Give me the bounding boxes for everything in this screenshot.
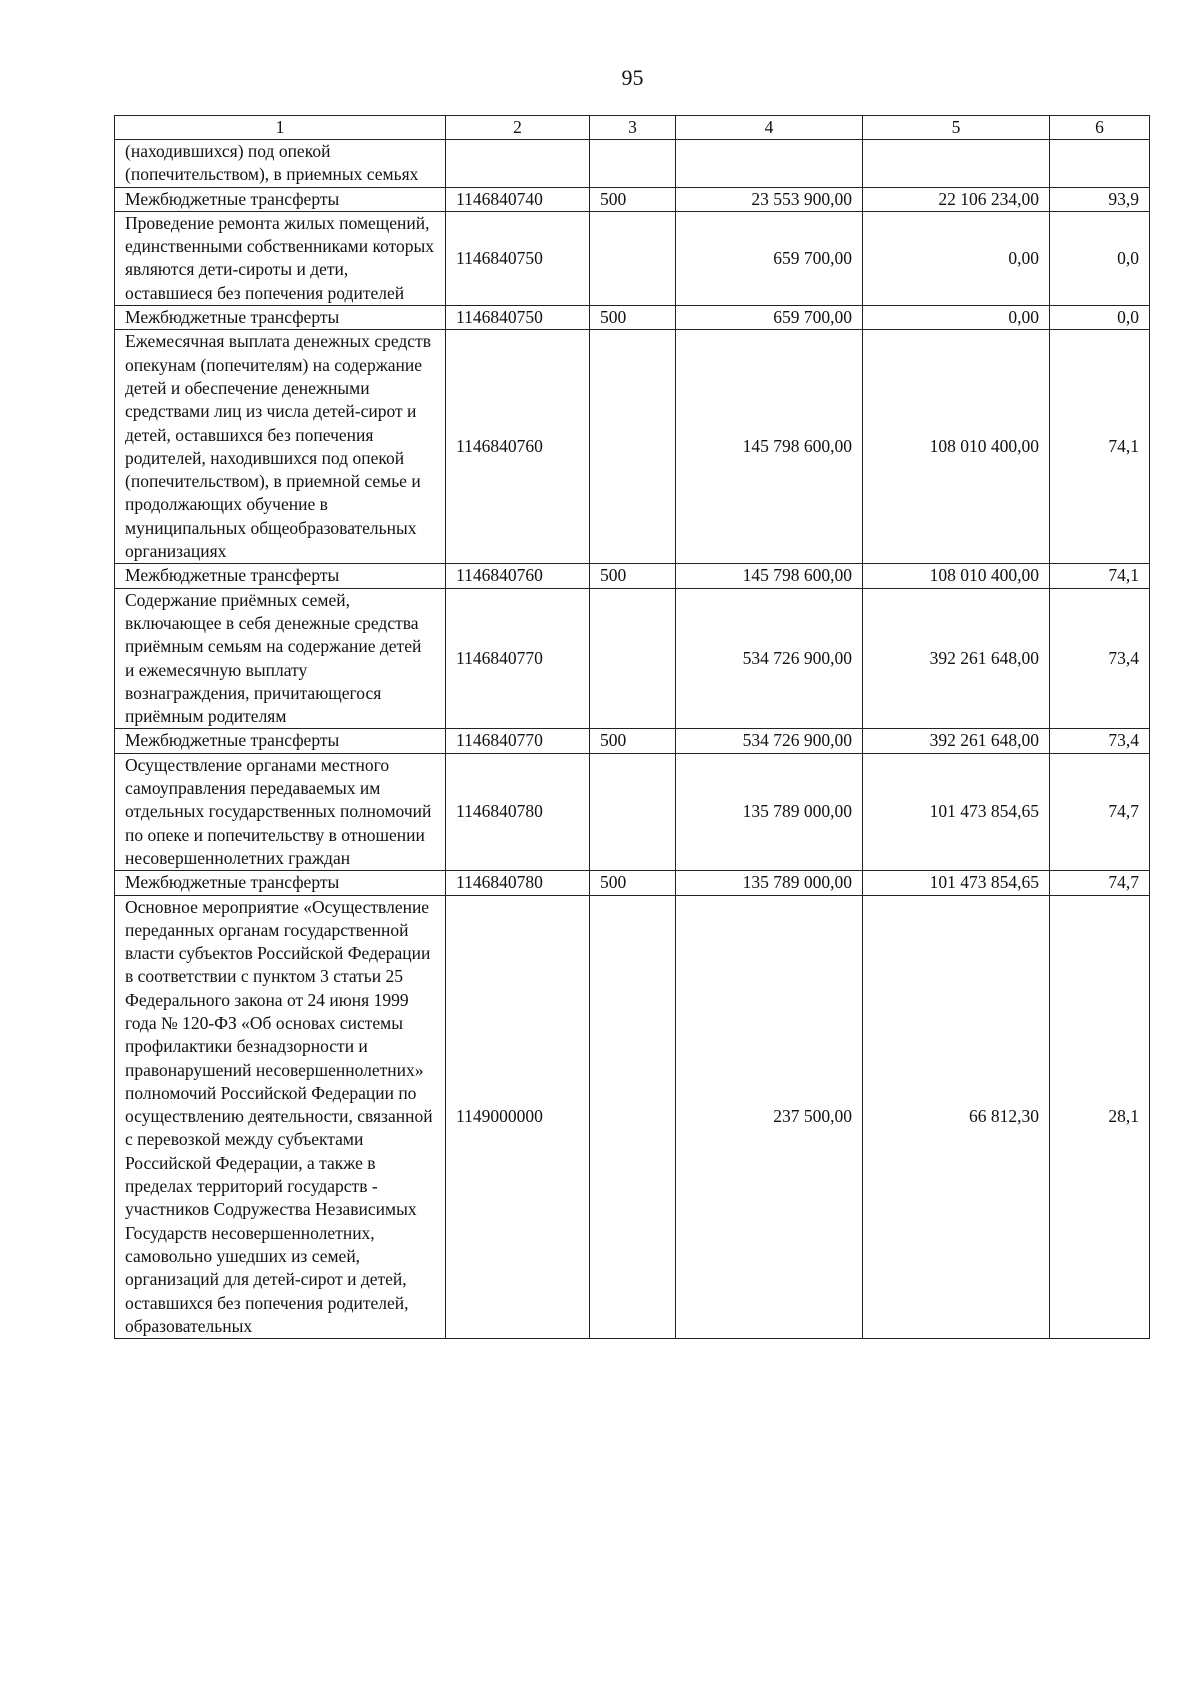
target-code-cell [446, 140, 590, 188]
actual-amount-cell [863, 140, 1050, 188]
execution-percent-cell: 74,7 [1050, 871, 1150, 895]
planned-amount-cell: 135 789 000,00 [676, 753, 863, 870]
target-code-cell: 1146840750 [446, 211, 590, 305]
table-row [115, 588, 1150, 729]
target-code-cell: 1146840760 [446, 564, 590, 588]
actual-amount-cell: 108 010 400,00 [863, 330, 1050, 564]
row-name-cell: Межбюджетные трансферты [115, 871, 446, 895]
table-row [115, 753, 1150, 870]
row-name-cell: Межбюджетные трансферты [115, 306, 446, 330]
row-name-cell: Проведение ремонта жилых помещений, единственными собственниками которых являются дети-сироты и дети, оставшиеся без попечения родителей [115, 211, 446, 305]
row-name-cell: (находившихся) под опекой (попечительством), в приемных семьях [115, 140, 446, 188]
table-row [115, 140, 1150, 188]
actual-amount-cell: 66 812,30 [863, 895, 1050, 1339]
execution-percent-cell: 74,1 [1050, 330, 1150, 564]
target-code-cell: 1146840770 [446, 729, 590, 753]
execution-percent-cell [1050, 140, 1150, 188]
planned-amount-cell: 534 726 900,00 [676, 729, 863, 753]
target-code-cell: 1146840780 [446, 753, 590, 870]
expense-type-cell: 500 [590, 306, 676, 330]
expense-type-cell: 500 [590, 729, 676, 753]
target-code-cell: 1146840780 [446, 871, 590, 895]
table-row [115, 330, 1150, 564]
planned-amount-cell: 23 553 900,00 [676, 187, 863, 211]
column-header: 2 [446, 116, 590, 140]
column-header: 5 [863, 116, 1050, 140]
target-code-cell: 1146840750 [446, 306, 590, 330]
table-row [115, 871, 1150, 895]
row-name-cell: Осуществление органами местного самоуправления передаваемых им отдельных государственных полномочий по опеке и попечительству в отношении несовершеннолетних граждан [115, 753, 446, 870]
expense-type-cell: 500 [590, 871, 676, 895]
actual-amount-cell: 22 106 234,00 [863, 187, 1050, 211]
planned-amount-cell: 534 726 900,00 [676, 588, 863, 729]
planned-amount-cell: 659 700,00 [676, 211, 863, 305]
planned-amount-cell: 659 700,00 [676, 306, 863, 330]
row-name-cell: Содержание приёмных семей, включающее в себя денежные средства приёмным семьям на содержание детей и ежемесячную выплату вознаграждения, причитающегося приёмным родителям [115, 588, 446, 729]
actual-amount-cell: 101 473 854,65 [863, 753, 1050, 870]
row-name-cell: Межбюджетные трансферты [115, 564, 446, 588]
table-row [115, 564, 1150, 588]
table-row [115, 187, 1150, 211]
expense-type-cell [590, 588, 676, 729]
table-row [115, 306, 1150, 330]
budget-table [114, 115, 1150, 1339]
row-name-cell: Межбюджетные трансферты [115, 187, 446, 211]
actual-amount-cell: 392 261 648,00 [863, 729, 1050, 753]
column-header: 4 [676, 116, 863, 140]
execution-percent-cell: 93,9 [1050, 187, 1150, 211]
row-name-cell: Основное мероприятие «Осуществление переданных органам государственной власти субъектов Российской Федерации в соответствии с пунктом 3 статьи 25 Федерального закона от 24 июня 1999 года № 120-ФЗ «Об основах системы профилактики безнадзорности и правонарушений несовершеннолетних» полномочий Российской Федерации по осуществлению деятельности, связанной с перевозкой между субъектами Российской Федерации, а также в пределах территорий государств - участников Содружества Независимых Государств несовершеннолетних, самовольно ушедших из семей, организаций для детей-сирот и детей, оставшихся без попечения родителей, образовательных [115, 895, 446, 1339]
expense-type-cell [590, 753, 676, 870]
target-code-cell: 1149000000 [446, 895, 590, 1339]
execution-percent-cell: 73,4 [1050, 729, 1150, 753]
actual-amount-cell: 101 473 854,65 [863, 871, 1050, 895]
execution-percent-cell: 0,0 [1050, 306, 1150, 330]
expense-type-cell [590, 140, 676, 188]
table-row [115, 729, 1150, 753]
planned-amount-cell: 135 789 000,00 [676, 871, 863, 895]
column-header: 3 [590, 116, 676, 140]
actual-amount-cell: 0,00 [863, 211, 1050, 305]
execution-percent-cell: 74,1 [1050, 564, 1150, 588]
target-code-cell: 1146840740 [446, 187, 590, 211]
actual-amount-cell: 108 010 400,00 [863, 564, 1050, 588]
planned-amount-cell: 237 500,00 [676, 895, 863, 1339]
execution-percent-cell: 0,0 [1050, 211, 1150, 305]
planned-amount-cell: 145 798 600,00 [676, 564, 863, 588]
expense-type-cell: 500 [590, 564, 676, 588]
planned-amount-cell: 145 798 600,00 [676, 330, 863, 564]
table-header-row [115, 116, 1150, 140]
expense-type-cell [590, 330, 676, 564]
row-name-cell: Ежемесячная выплата денежных средств опекунам (попечителям) на содержание детей и обеспечение денежными средствами лиц из числа детей-сирот и детей, оставшихся без попечения родителей, находившихся под опекой (попечительством), в приемной семье и продолжающих обучение в муниципальных общеобразовательных организациях [115, 330, 446, 564]
page-number: 95 [621, 65, 644, 90]
table-row [115, 895, 1150, 1339]
column-header: 1 [115, 116, 446, 140]
execution-percent-cell: 74,7 [1050, 753, 1150, 870]
column-header: 6 [1050, 116, 1150, 140]
expense-type-cell [590, 895, 676, 1339]
planned-amount-cell [676, 140, 863, 188]
target-code-cell: 1146840760 [446, 330, 590, 564]
expense-type-cell [590, 211, 676, 305]
expense-type-cell: 500 [590, 187, 676, 211]
execution-percent-cell: 28,1 [1050, 895, 1150, 1339]
table-row [115, 211, 1150, 305]
actual-amount-cell: 392 261 648,00 [863, 588, 1050, 729]
target-code-cell: 1146840770 [446, 588, 590, 729]
actual-amount-cell: 0,00 [863, 306, 1050, 330]
execution-percent-cell: 73,4 [1050, 588, 1150, 729]
row-name-cell: Межбюджетные трансферты [115, 729, 446, 753]
